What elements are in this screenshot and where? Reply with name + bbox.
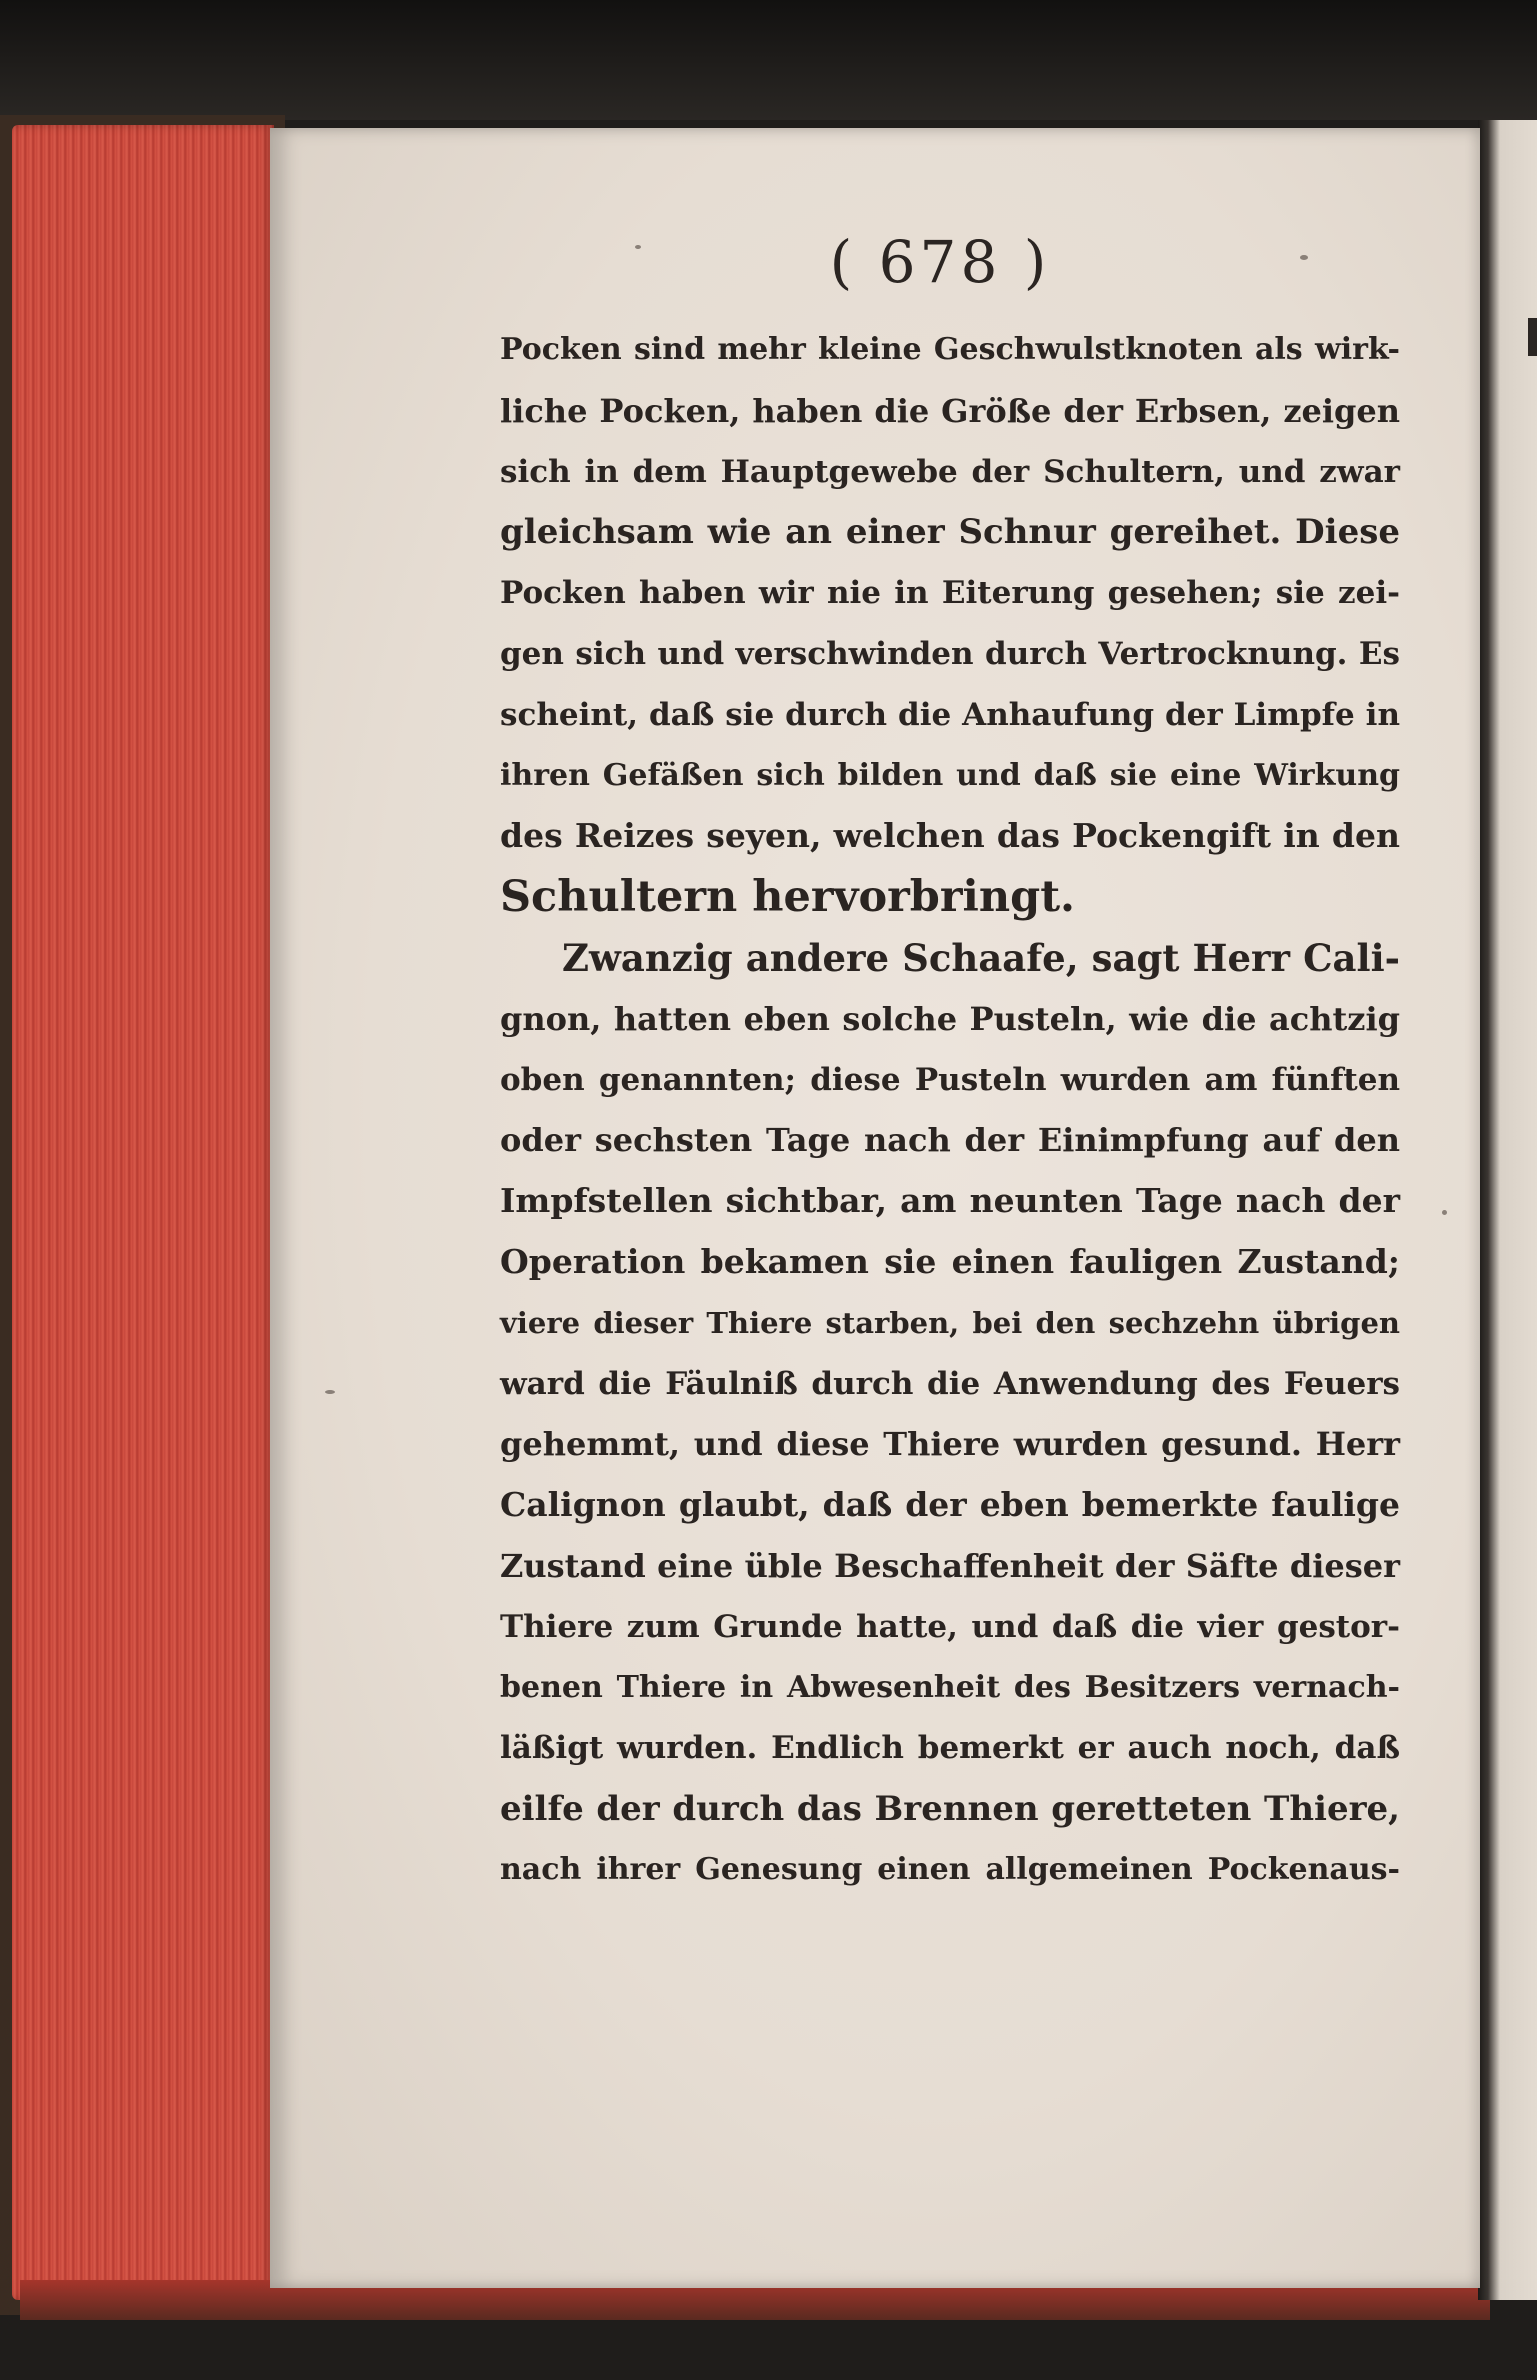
text-line-4: gleichsam wie an einer Schnur gereihet. Diese bbox=[500, 512, 1400, 553]
text-line-5: Pocken haben wir nie in Eiterung gesehen; sie zei- bbox=[500, 575, 1400, 612]
text-line-15: Impfstellen sichtbar, am neunten Tage nach der bbox=[500, 1181, 1400, 1221]
text-line-17: viere dieser Thiere starben, bei den sechzehn übrigen bbox=[500, 1305, 1400, 1340]
text-line-14: oder sechsten Tage nach der Einimpfung auf den bbox=[500, 1121, 1400, 1160]
text-line-21: Zustand eine üble Beschaffenheit der Säfte dieser bbox=[500, 1546, 1400, 1585]
text-line-18: ward die Fäulniß durch die Anwendung des Feuers bbox=[500, 1365, 1400, 1402]
text-line-16: Operation bekamen sie einen fauligen Zustand; bbox=[500, 1241, 1400, 1281]
text-line-25: eilfe der durch das Brennen geretteten Thiere, bbox=[500, 1789, 1400, 1830]
text-line-24: läßigt wurden. Endlich bemerkt er auch noch, daß bbox=[500, 1730, 1400, 1767]
text-line-7: scheint, daß sie durch die Anhaufung der Limpfe in bbox=[500, 696, 1400, 733]
text-line-20: Calignon glaubt, daß der eben bemerkte faulige bbox=[500, 1485, 1400, 1525]
background-top bbox=[0, 0, 1537, 120]
text-line-2: liche Pocken, haben die Größe der Erbsen, zeigen bbox=[500, 391, 1400, 430]
paper-speck bbox=[1300, 255, 1308, 260]
text-line-13: oben genannten; diese Pusteln wurden am fünften bbox=[500, 1061, 1400, 1098]
page-text bbox=[500, 320, 1400, 1901]
text-line-10: Schultern hervorbringt. bbox=[500, 872, 1076, 923]
text-line-19: gehemmt, und diese Thiere wurden gesund. Herr bbox=[500, 1425, 1400, 1464]
text-line-1: Pocken sind mehr kleine Geschwulstknoten als wirk- bbox=[500, 332, 1400, 367]
text-line-8: ihren Gefäßen sich bilden und daß sie eine Wirkung bbox=[500, 757, 1400, 793]
text-line-11: Zwanzig andere Schaafe, sagt Herr Cali- bbox=[562, 935, 1400, 980]
text-line-6: gen sich und verschwinden durch Vertrocknung. Es bbox=[500, 635, 1400, 672]
text-line-9: des Reizes seyen, welchen das Pockengift in den bbox=[500, 816, 1400, 856]
text-line-12: gnon, hatten eben solche Pusteln, wie die achtzig bbox=[500, 999, 1400, 1038]
facing-page-mark bbox=[1528, 318, 1537, 356]
text-line-23: benen Thiere in Abwesenheit des Besitzers vernach- bbox=[500, 1669, 1400, 1705]
text-line-22: Thiere zum Grunde hatte, und daß die vier gestor- bbox=[500, 1608, 1400, 1645]
page-number: ( 678 ) bbox=[829, 228, 1051, 296]
text-line-3: sich in dem Hauptgewebe der Schultern, und zwar bbox=[500, 453, 1400, 490]
paper-speck bbox=[1442, 1210, 1447, 1215]
paper-speck bbox=[635, 245, 641, 249]
paper-speck bbox=[325, 1390, 335, 1394]
page-edge-red bbox=[12, 125, 274, 2300]
facing-page-edge bbox=[1478, 120, 1537, 2300]
text-line-26: nach ihrer Genesung einen allgemeinen Pockenaus- bbox=[500, 1851, 1400, 1887]
